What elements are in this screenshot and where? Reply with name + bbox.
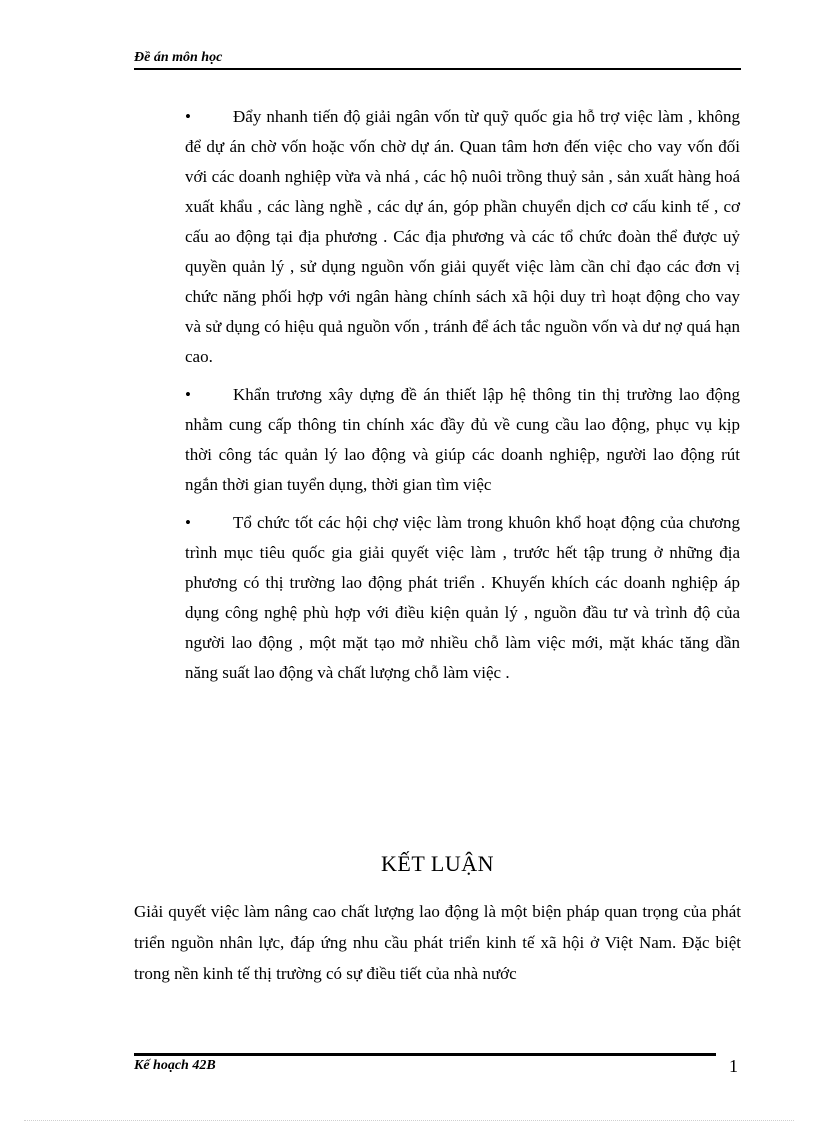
footer-label: Kế hoạch 42B [134, 1058, 216, 1073]
bullet-text: Khẩn trương xây dựng đề án thiết lập hệ thông tin thị trường lao động nhằm cung cấp thông tin chính xác đầy đủ về cung cầu lao động, phục vụ kịp thời công tác quản lý lao động và giúp các doanh nghiệp, người lao động rút ngắn thời gian tuyển dụng, thời gian tìm việc [185, 385, 740, 494]
bullet-icon: • [185, 513, 191, 532]
bullet-item-job-fairs [185, 508, 740, 688]
conclusion-paragraph: Giải quyết việc làm nâng cao chất lượng lao động là một biện pháp quan trọng của phát triển nguồn nhân lực, đáp ứng nhu cầu phát triển kinh tế xã hội ở Việt Nam. Đặc biệt trong nền kinh tế thị trường có sự điều tiết của nhà nước [134, 902, 741, 983]
page-number: 1 [729, 1056, 738, 1076]
page-edge-divider [24, 1120, 794, 1121]
conclusion-heading: KẾT LUẬN [381, 851, 494, 876]
bullet-icon: • [185, 107, 191, 126]
bullet-text: Tổ chức tốt các hội chợ việc làm trong khuôn khổ hoạt động của chương trình mục tiêu quốc gia giải quyết việc làm , trước hết tập trung ở những địa phương có thị trường lao động phát triển . Khuyến khích các doanh nghiệp áp dụng công nghệ phù hợp với điều kiện quản lý , nguồn đầu tư và trình độ của người lao động , một mặt tạo mở nhiều chỗ làm việc mới, mặt khác tăng dần năng suất lao động và chất lượng chỗ làm việc . [185, 513, 740, 682]
header-title: Đề án môn học [134, 50, 223, 65]
footer-divider [134, 1053, 716, 1056]
bullet-list [185, 102, 740, 696]
bullet-item-fund-disbursement [185, 102, 740, 372]
bullet-icon: • [185, 385, 191, 404]
header-divider [134, 68, 741, 70]
bullet-text: Đẩy nhanh tiến độ giải ngân vốn từ quỹ quốc gia hỗ trợ việc làm , không để dự án chờ vốn hoặc vốn chờ dự án. Quan tâm hơn đến việc cho vay vốn đối với các doanh nghiệp vừa và nhá , các hộ nuôi trồng thuỷ sản , sản xuất hàng hoá xuất khẩu , các làng nghề , các dự án, góp phần chuyển dịch cơ cấu kinh tế , cơ cấu ao động tại địa phương . Các địa phương và các tổ chức đoàn thể được uỷ quyền quản lý , sử dụng nguồn vốn giải quyết việc làm cần chỉ đạo các đơn vị chức năng phối hợp với ngân hàng chính sách xã hội duy trì hoạt động cho vay và sử dụng có hiệu quả nguồn vốn , tránh để ách tắc nguồn vốn và dư nợ quá hạn cao. [185, 107, 740, 366]
bullet-item-labor-market-info [185, 380, 740, 500]
